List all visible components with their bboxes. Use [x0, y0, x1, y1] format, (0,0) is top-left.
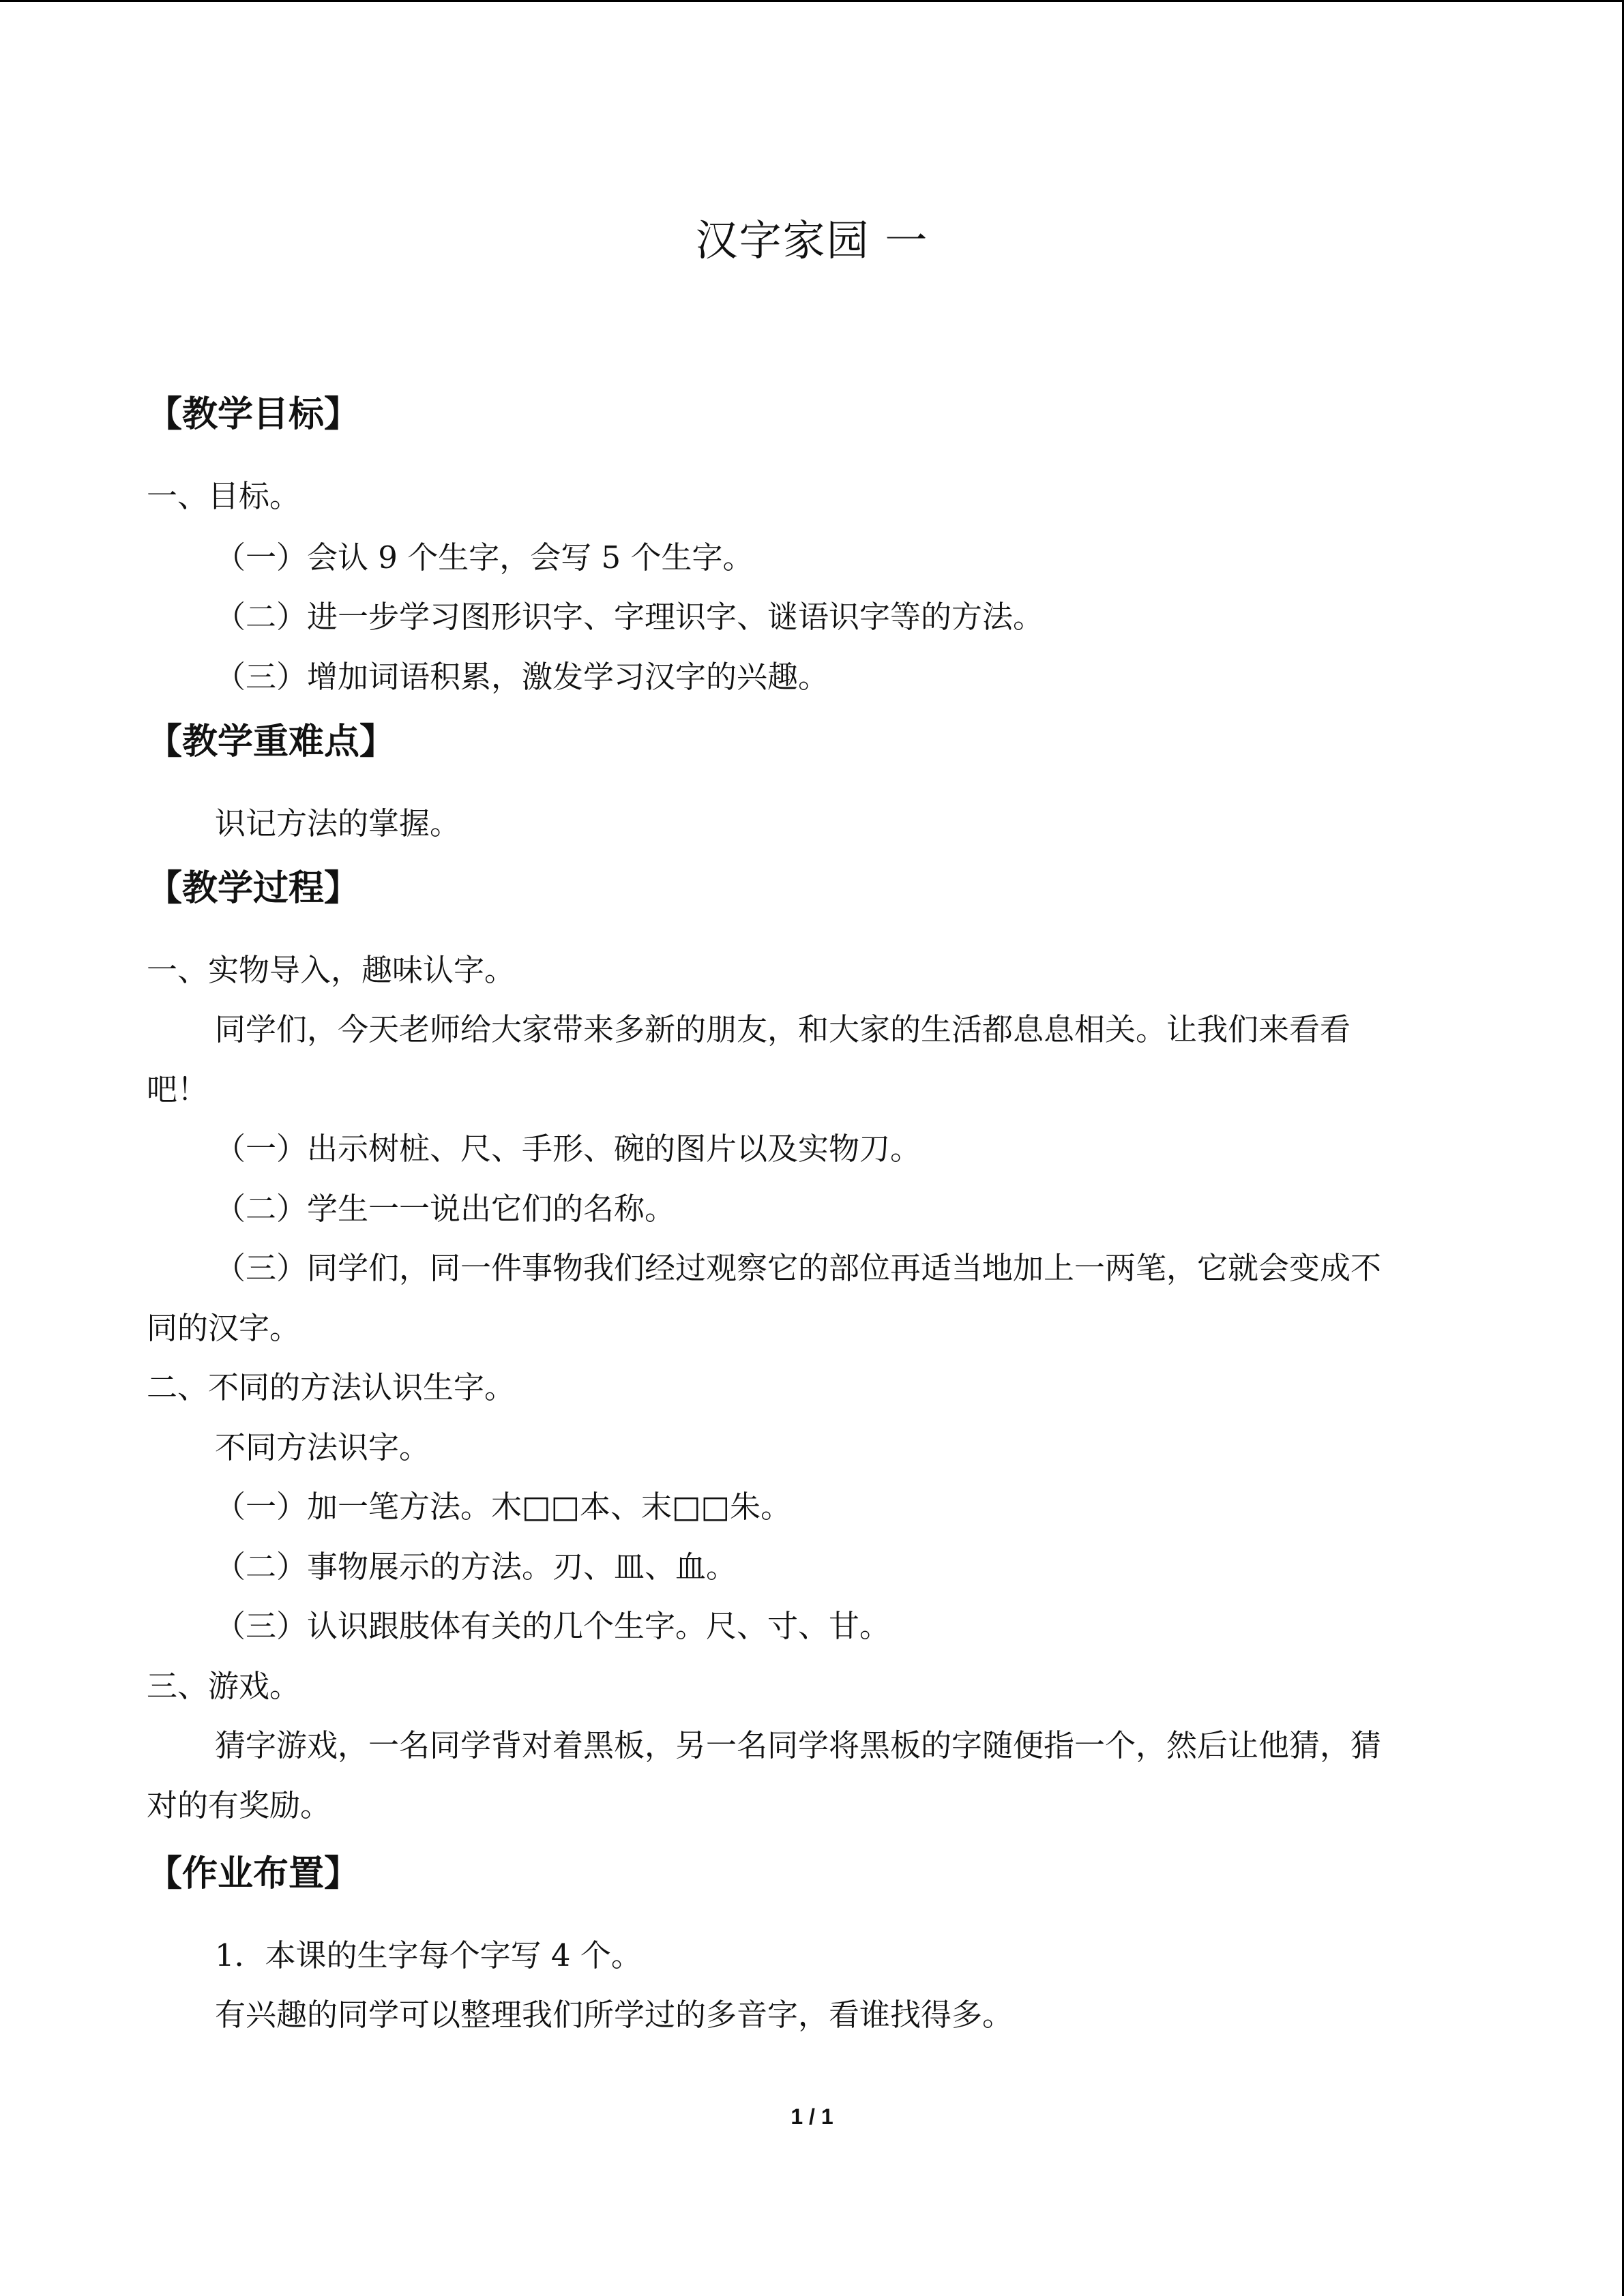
- goals-item-3: （三）增加词语积累，激发学习汉字的兴趣。: [215, 659, 829, 695]
- goals-item-head: 一、目标。: [147, 478, 301, 514]
- process-part2-intro: 不同方法识字。: [215, 1429, 430, 1465]
- process-part3-text-b: 对的有奖励。: [147, 1787, 331, 1823]
- process-part2-item-2: （二）事物展示的方法。刃、皿、血。: [215, 1549, 737, 1585]
- homework-item-1: 1．本课的生字每个字写 4 个。: [215, 1937, 642, 1973]
- process-part1-intro-b: 吧！: [147, 1071, 209, 1107]
- page-title: 汉字家园 一: [695, 215, 929, 265]
- process-part3-head: 三、游戏。: [147, 1668, 301, 1704]
- heading-key-points: 【教学重难点】: [147, 721, 396, 762]
- process-part1-item-1: （一）出示树桩、尺、手形、碗的图片以及实物刀。: [215, 1131, 921, 1167]
- goals-item-2: （二）进一步学习图形识字、字理识字、谜语识字等的方法。: [215, 599, 1044, 635]
- heading-goals: 【教学目标】: [147, 394, 360, 435]
- homework-item-2: 有兴趣的同学可以整理我们所学过的多音字，看谁找得多。: [215, 1997, 1014, 2033]
- page-number: 1 / 1: [791, 2104, 833, 2129]
- process-part1-item-3b: 同的汉字。: [147, 1310, 301, 1346]
- process-part1-item-2: （二）学生一一说出它们的名称。: [215, 1191, 676, 1227]
- process-part2-item-1: （一）加一笔方法。木□□本、末□□朱。: [215, 1489, 792, 1525]
- goals-item-1: （一）会认 9 个生字，会写 5 个生字。: [215, 539, 754, 576]
- process-part1-item-3a: （三）同学们，同一件事物我们经过观察它的部位再适当地加上一两笔，它就会变成不: [215, 1250, 1382, 1286]
- process-part1-intro-a: 同学们，今天老师给大家带来多新的朋友，和大家的生活都息息相关。让我们来看看: [215, 1011, 1351, 1047]
- heading-homework: 【作业布置】: [147, 1853, 360, 1894]
- process-part3-text-a: 猜字游戏，一名同学背对着黑板，另一名同学将黑板的字随便指一个，然后让他猜，猜: [215, 1727, 1382, 1763]
- process-part2-head: 二、不同的方法认识生字。: [147, 1369, 516, 1405]
- heading-process: 【教学过程】: [147, 868, 360, 909]
- process-part2-item-3: （三）认识跟肢体有关的几个生字。尺、寸、甘。: [215, 1608, 891, 1644]
- process-part1-head: 一、实物导入，趣味认字。: [147, 952, 516, 988]
- key-points-text: 识记方法的掌握。: [215, 805, 461, 841]
